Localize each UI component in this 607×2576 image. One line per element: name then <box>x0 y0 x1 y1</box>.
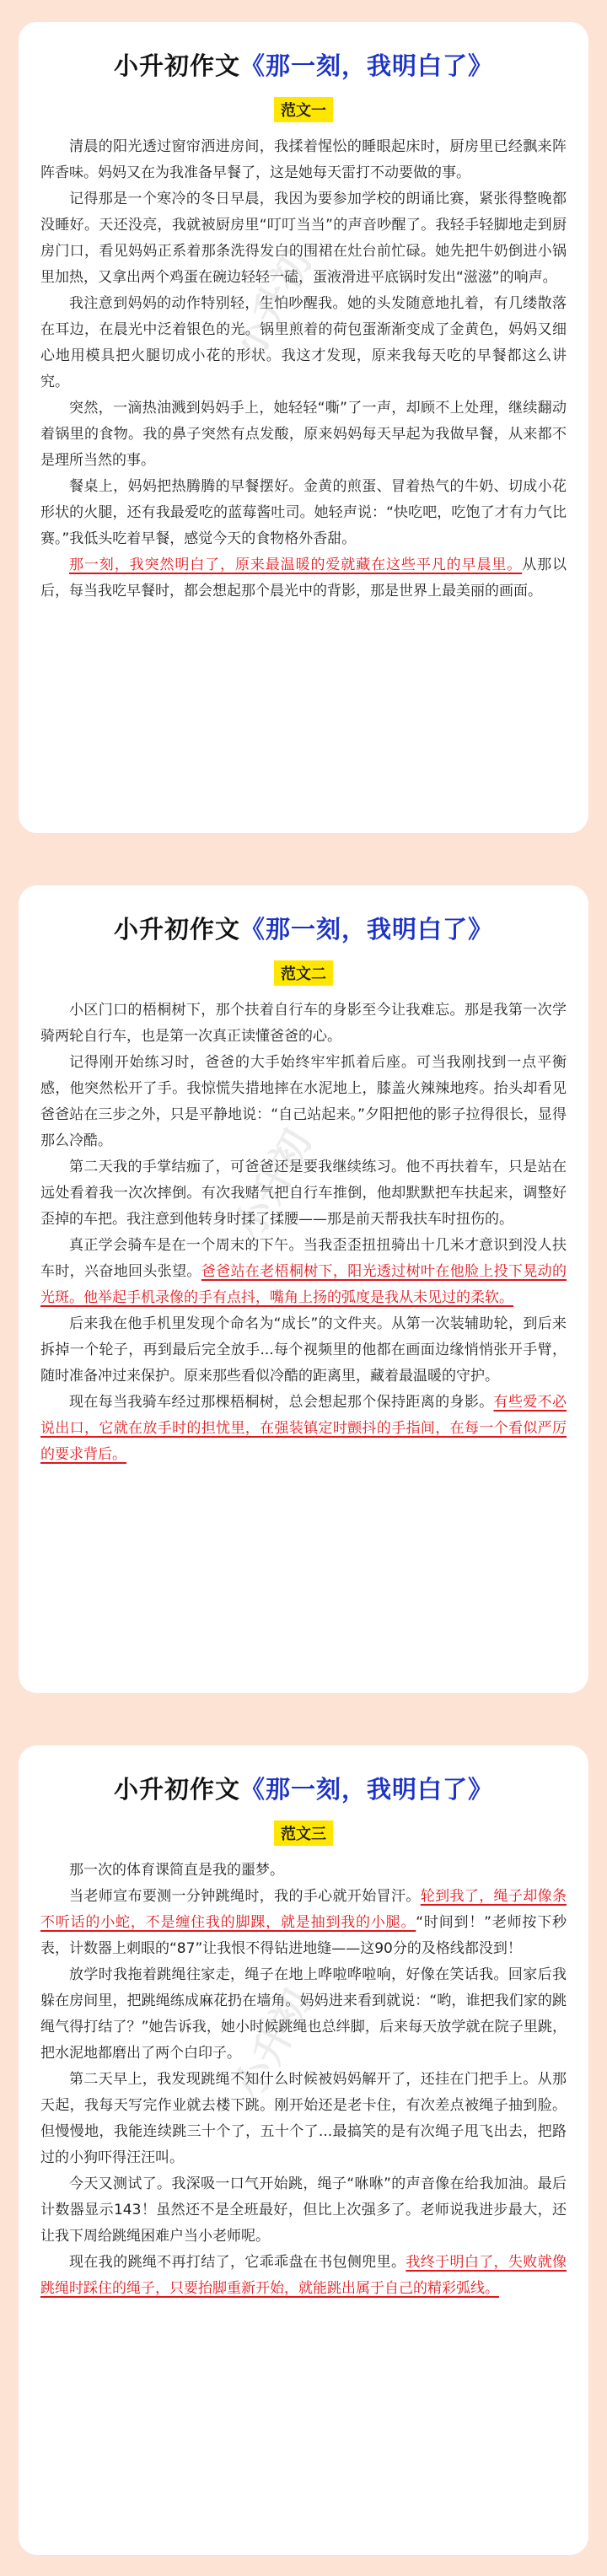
highlight-sentence: 轮到我了，绳子却像条不听话的小蛇，不是缠住我的脚踝，就是抽到我的小腿。 <box>40 1888 567 1931</box>
title-quote: 《那一刻，我明白了》 <box>240 1775 494 1804</box>
essay-card-2 <box>19 885 588 1693</box>
paragraph: 清晨的阳光透过窗帘洒进房间，我揉着惺忪的睡眼起床时，厨房里已经飘来阵阵香味。妈妈又在为我准备早餐了，这是她每天雷打不动要做的事。 <box>40 138 567 181</box>
paragraph: 那一刻，我突然明白了，原来最温暖的爱就藏在这些平凡的早晨里。从那以后，每当我吃早餐时，都会想起那个晨光中的背影，那是世界上最美丽的画面。 <box>40 557 567 600</box>
paragraph: 记得刚开始练习时，爸爸的大手始终牢牢抓着后座。可当我刚找到一点平衡感，他突然松开了手。我惊慌失措地摔在水泥地上，膝盖火辣辣地疼。抬头却看见爸爸站在三步之外，只是平静地说：“自己站起来。”夕阳把他的影子拉得很长，显得那么冷酷。 <box>40 1054 567 1149</box>
essay-tag: 范文二 <box>274 960 333 986</box>
paragraph: 我注意到妈妈的动作特别轻，生怕吵醒我。她的头发随意地扎着，有几缕散落在耳边，在晨光中泛着银色的光。锅里煎着的荷包蛋渐渐变成了金黄色，妈妈又细心地用模具把火腿切成小花的形状。我这才发现，原来我每天吃的早餐都这么讲究。 <box>40 295 567 390</box>
essay-title <box>40 911 567 945</box>
paragraph: 记得那是一个寒冷的冬日早晨，我因为要参加学校的朗诵比赛，紧张得整晚都没睡好。天还没亮，我就被厨房里“叮叮当当”的声音吵醒了。我轻手轻脚地走到厨房门口，看见妈妈正系着那条洗得发白的围裙在灶台前忙碌。她先把牛奶倒进小锅里加热，又拿出两个鸡蛋在碗边轻轻一磕，蛋液滑进平底锅时发出“滋滋”的响声。 <box>40 191 567 286</box>
paragraph: 第二天早上，我发现跳绳不知什么时候被妈妈解开了，还挂在门把手上。从那天起，我每天写完作业就去楼下跳。刚开始还是老卡住，有次差点被绳子抽到脸。但慢慢地，我能连续跳三十个了，五十个了...最搞笑的是有次绳子甩飞出去，把路过的小狗吓得汪汪叫。 <box>40 2071 567 2166</box>
essay-card-3 <box>19 1745 588 2555</box>
title-main: 小升初作文 <box>113 915 240 944</box>
paragraph: 真正学会骑车是在一个周末的下午。当我歪歪扭扭骑出十几米才意识到没人扶车时，兴奋地回头张望。爸爸站在老梧桐树下，阳光透过树叶在他脸上投下晃动的光斑。他举起手机录像的手有点抖，嘴角上扬的弧度是我从未见过的柔软。 <box>40 1237 567 1306</box>
title-main: 小升初作文 <box>113 51 240 80</box>
paragraph: 餐桌上，妈妈把热腾腾的早餐摆好。金黄的煎蛋、冒着热气的牛奶、切成小花形状的火腿，还有我最爱吃的蓝莓酱吐司。她轻声说：“快吃吧，吃饱了才有力气比赛。”我低头吃着早餐，感觉今天的食物格外香甜。 <box>40 478 567 547</box>
paragraph: 当老师宣布要测一分钟跳绳时，我的手心就开始冒汗。轮到我了，绳子却像条不听话的小蛇，不是缠住我的脚踝，就是抽到我的小腿。“时间到！”老师按下秒表，计数器上刺眼的“87”让我恨不得钻进地缝——这90分的及格线都没到！ <box>40 1888 567 1957</box>
paragraph: 后来我在他手机里发现个命名为“成长”的文件夹。从第一次装辅助轮，到后来拆掉一个轮子，再到最后完全放手...每个视频里的他都在画面边缘悄悄张开手臂，随时准备冲过来保护。原来那些看似冷酷的距离里，藏着最温暖的守护。 <box>40 1315 567 1385</box>
title-main: 小升初作文 <box>113 1775 240 1804</box>
title-quote: 《那一刻，我明白了》 <box>240 51 494 80</box>
watermark: 小升初 <box>225 1982 320 2107</box>
paragraph: 突然，一滴热油溅到妈妈手上，她轻轻“嘶”了一声，却顾不上处理，继续翻动着锅里的食物。我的鼻子突然有点发酸，原来妈妈每天早起为我做早餐，从来都不是理所当然的事。 <box>40 400 567 469</box>
highlight-sentence: 爸爸站在老梧桐树下，阳光透过树叶在他脸上投下晃动的光斑。他举起手机录像的手有点抖，嘴角上扬的弧度是我从未见过的柔软。 <box>40 1263 567 1306</box>
paragraph: 现在每当我骑车经过那棵梧桐树，总会想起那个保持距离的身影。有些爱不必说出口，它就在放手时的担忧里，在强装镇定时颤抖的手指间，在每一个看似严厉的要求背后。 <box>40 1394 567 1463</box>
paragraph: 那一次的体育课简直是我的噩梦。 <box>69 1862 284 1879</box>
paragraph: 现在我的跳绳不再打结了，它乖乖盘在书包侧兜里。我终于明白了，失败就像跳绳时踩住的绳子，只要抬脚重新开始，就能跳出属于自己的精彩弧线。 <box>40 2254 567 2297</box>
highlight-sentence: 那一刻，我突然明白了，原来最温暖的爱就藏在这些平凡的早晨里。 <box>69 557 523 573</box>
essay-title <box>40 47 567 82</box>
paragraph: 小区门口的梧桐树下，那个扶着自行车的身影至今让我难忘。那是我第一次学骑两轮自行车，也是第一次真正读懂爸爸的心。 <box>40 1002 567 1045</box>
title-quote: 《那一刻，我明白了》 <box>240 915 494 944</box>
essay-title <box>40 1771 567 1805</box>
highlight-sentence: 有些爱不必说出口，它就在放手时的担忧里，在强装镇定时颤抖的手指间，在每一个看似严厉的要求背后。 <box>40 1394 567 1463</box>
watermark: 小升初 <box>225 241 320 367</box>
paragraph: 放学时我拖着跳绳往家走，绳子在地上哗啦哗啦响，好像在笑话我。回家后我躲在房间里，把跳绳练成麻花扔在墙角。妈妈进来看到就说：“哟，谁把我们家的跳绳气得打结了？”她告诉我，她小时候跳绳也总绊脚，后来每天放学就在院子里跳，把水泥地都磨出了两个白印子。 <box>40 1966 567 2062</box>
essay-card-1 <box>19 22 588 833</box>
essay-tag: 范文三 <box>274 1820 333 1846</box>
paragraph: 第二天我的手掌结痂了，可爸爸还是要我继续练习。他不再扶着车，只是站在远处看着我一次次摔倒。有次我赌气把自行车推倒，他却默默把车扶起来，调整好歪掉的车把。我注意到他转身时揉了揉腰——那是前天帮我扶车时扭伤的。 <box>40 1159 567 1228</box>
essay-tag: 范文一 <box>274 97 333 122</box>
paragraph: 今天又测试了。我深吸一口气开始跳，绳子“咻咻”的声音像在给我加油。最后计数器显示143！虽然还不是全班最好，但比上次强多了。老师说我进步最大，还让我下周给跳绳困难户当小老师呢。 <box>40 2175 567 2245</box>
watermark: 小升初 <box>225 1121 320 1247</box>
highlight-sentence: 我终于明白了，失败就像跳绳时踩住的绳子，只要抬脚重新开始，就能跳出属于自己的精彩弧线。 <box>40 2254 567 2297</box>
